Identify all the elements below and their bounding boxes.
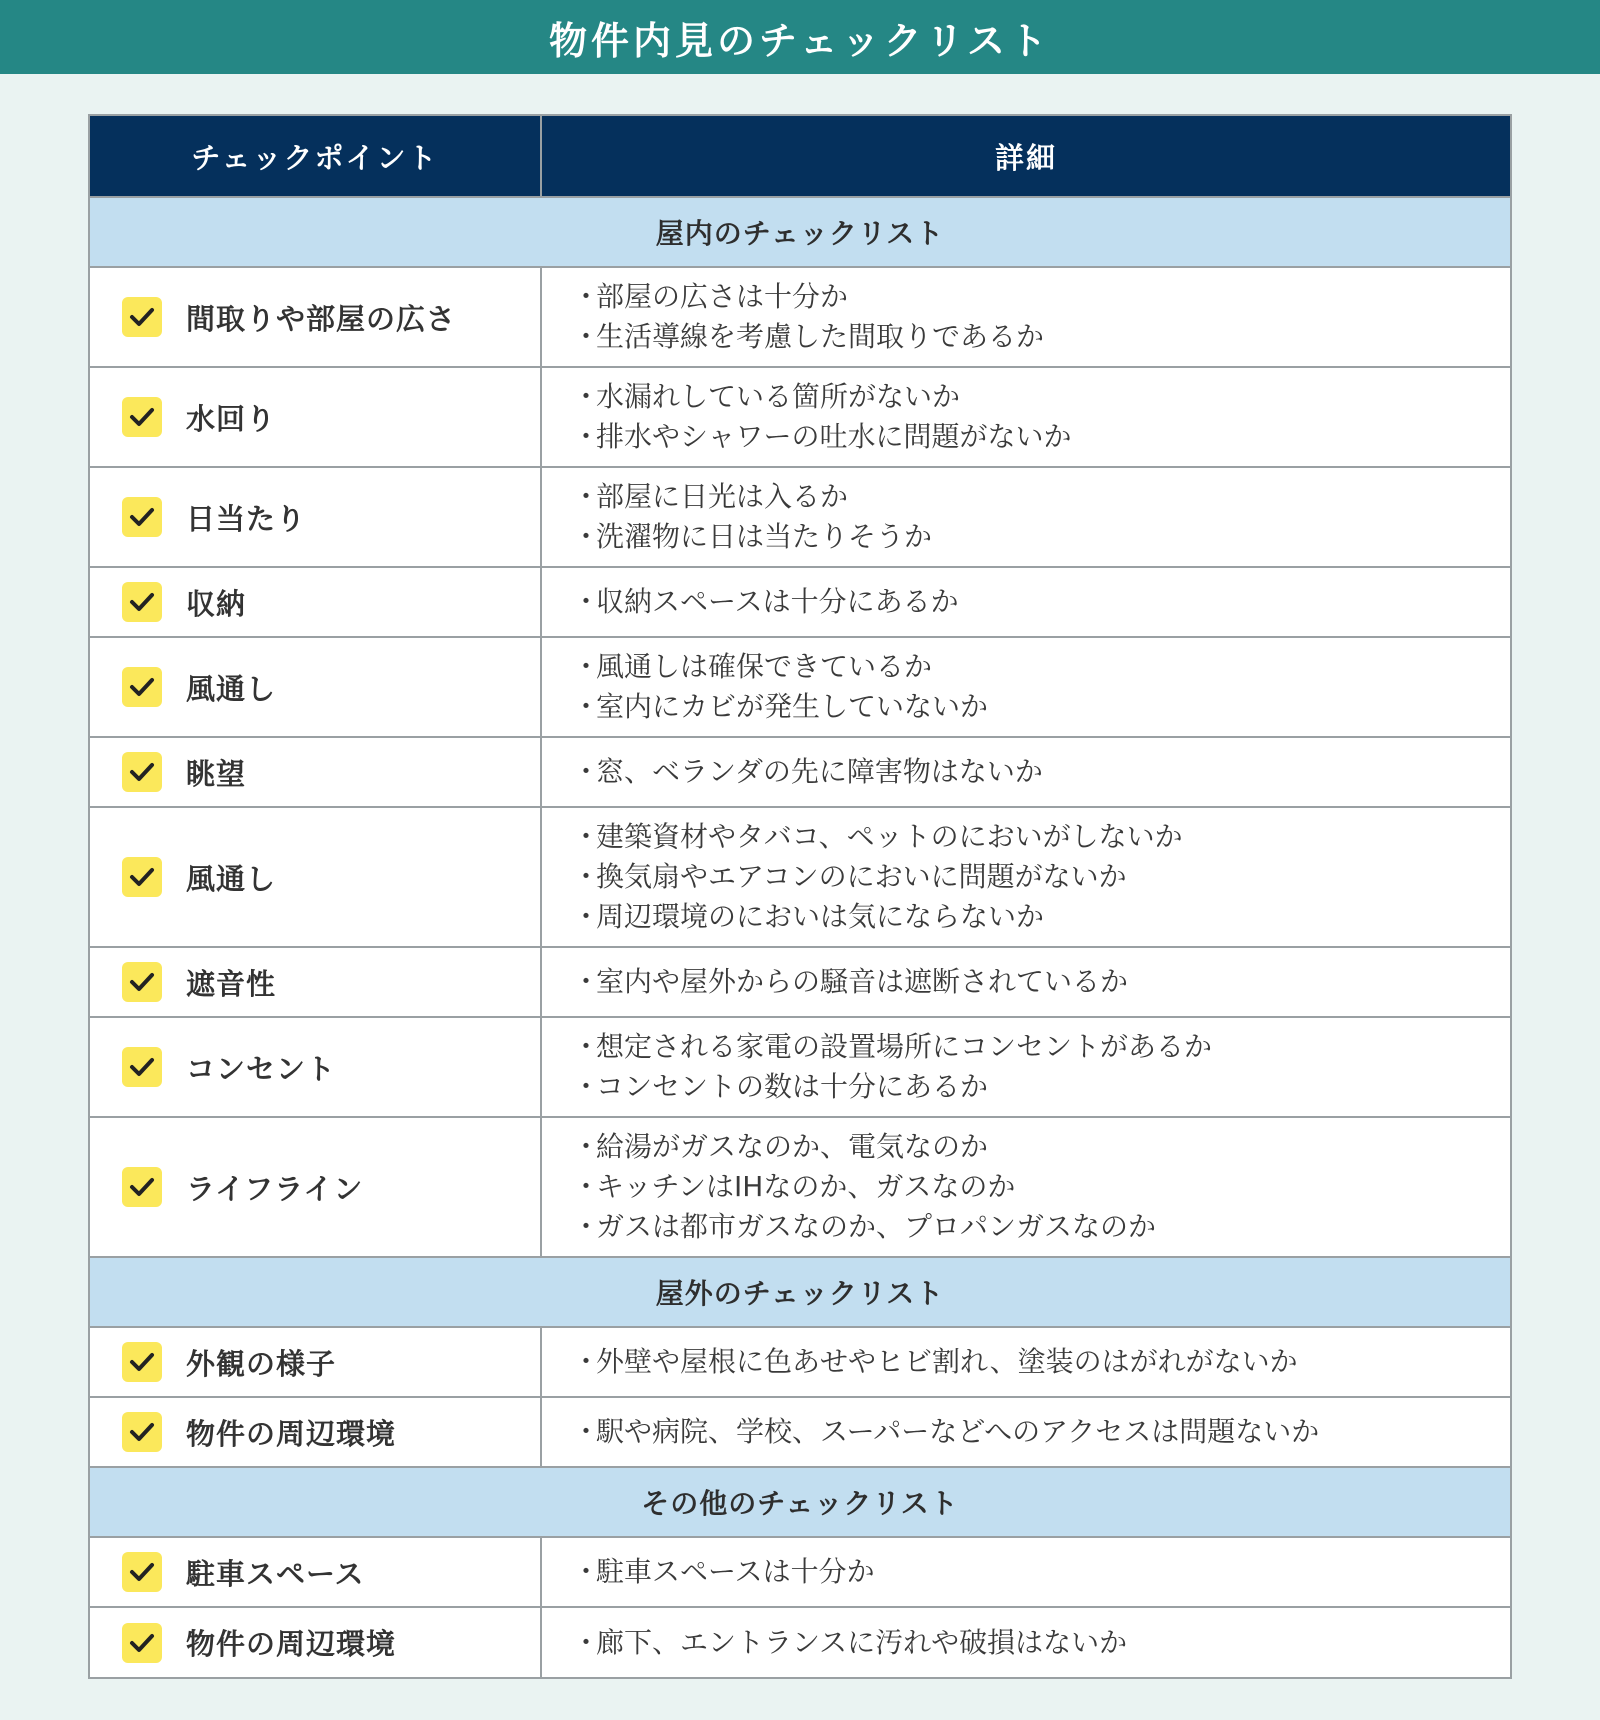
detail-cell bbox=[541, 637, 1510, 737]
detail-cell bbox=[541, 1607, 1510, 1677]
detail-text: 廊下、エントランスに汚れや破損はないか bbox=[596, 1625, 1128, 1659]
bullet-mark: ・ bbox=[572, 820, 601, 853]
checkpoint-label: 外観の様子 bbox=[186, 1346, 337, 1381]
bullet-mark: ・ bbox=[572, 1345, 601, 1378]
table-row bbox=[90, 807, 1510, 947]
table-row bbox=[90, 567, 1510, 637]
table-row bbox=[90, 947, 1510, 1017]
bullet-mark: ・ bbox=[572, 1070, 601, 1103]
detail-line bbox=[572, 517, 1510, 557]
checkpoint-cell bbox=[90, 807, 541, 947]
checkpoint-cell bbox=[90, 1117, 541, 1257]
bullet-mark: ・ bbox=[572, 1555, 601, 1588]
detail-text: 想定される家電の設置場所にコンセントがあるか bbox=[596, 1030, 1213, 1063]
detail-cell bbox=[541, 1397, 1510, 1467]
detail-text: 給湯がガスなのか、電気なのか bbox=[596, 1130, 989, 1163]
bullet-mark: ・ bbox=[572, 480, 601, 513]
detail-line bbox=[572, 1342, 1510, 1382]
bullet-mark: ・ bbox=[572, 1415, 601, 1448]
table-row bbox=[90, 1117, 1510, 1257]
checkmark-icon bbox=[122, 1047, 162, 1087]
section-row bbox=[90, 1257, 1510, 1327]
detail-text: 部屋の広さは十分か bbox=[596, 280, 849, 313]
detail-text: 周辺環境のにおいは気にならないか bbox=[596, 900, 1045, 933]
checklist-table bbox=[90, 116, 1510, 1677]
detail-line bbox=[572, 1412, 1510, 1452]
detail-cell bbox=[541, 267, 1510, 367]
bullet-mark: ・ bbox=[572, 585, 601, 618]
detail-text: 駅や病院、学校、スーパーなどへのアクセスは問題ないか bbox=[596, 1415, 1320, 1448]
checkmark-icon bbox=[122, 1623, 162, 1663]
bullet-mark: ・ bbox=[572, 320, 601, 353]
table-row bbox=[90, 467, 1510, 567]
detail-text: 換気扇やエアコンのにおいに問題がないか bbox=[596, 860, 1127, 893]
section-title: 屋内のチェックリスト bbox=[90, 197, 1510, 267]
bullet-mark: ・ bbox=[572, 280, 601, 313]
detail-cell bbox=[541, 1327, 1510, 1397]
header-checkpoint: チェックポイント bbox=[90, 116, 541, 197]
bullet-mark: ・ bbox=[572, 860, 601, 893]
checkpoint-label: コンセント bbox=[186, 1051, 337, 1086]
checkmark-icon bbox=[122, 1342, 162, 1382]
detail-line bbox=[572, 477, 1510, 517]
detail-cell bbox=[541, 367, 1510, 467]
detail-cell bbox=[541, 467, 1510, 567]
detail-line bbox=[572, 857, 1510, 897]
detail-text: 排水やシャワーの吐水に問題がないか bbox=[596, 420, 1072, 453]
bullet-mark: ・ bbox=[572, 755, 601, 788]
checkpoint-label: 水回り bbox=[186, 401, 277, 436]
checkpoint-label: 間取りや部屋の広さ bbox=[186, 301, 457, 336]
checkpoint-label: 遮音性 bbox=[186, 966, 277, 1001]
detail-cell bbox=[541, 567, 1510, 637]
detail-text: 収納スペースは十分にあるか bbox=[596, 585, 959, 618]
table-row bbox=[90, 737, 1510, 807]
detail-text: ガスは都市ガスなのか、プロパンガスなのか bbox=[596, 1210, 1157, 1243]
checkpoint-cell bbox=[90, 1327, 541, 1397]
checkmark-icon bbox=[122, 752, 162, 792]
detail-line bbox=[572, 1552, 1510, 1592]
checkpoint-cell bbox=[90, 367, 541, 467]
checkmark-icon bbox=[122, 1552, 162, 1592]
checklist-table-container bbox=[88, 114, 1512, 1679]
detail-line bbox=[572, 417, 1510, 457]
table-row bbox=[90, 1537, 1510, 1607]
detail-text: コンセントの数は十分にあるか bbox=[596, 1070, 989, 1103]
checkmark-icon bbox=[122, 497, 162, 537]
table-row bbox=[90, 1327, 1510, 1397]
table-row bbox=[90, 637, 1510, 737]
detail-line bbox=[572, 817, 1510, 857]
detail-line bbox=[572, 1027, 1510, 1067]
checkmark-icon bbox=[122, 962, 162, 1002]
detail-line bbox=[572, 582, 1510, 622]
detail-text: 建築資材やタバコ、ペットのにおいがしないか bbox=[596, 820, 1183, 853]
table-row bbox=[90, 1017, 1510, 1117]
bullet-mark: ・ bbox=[572, 380, 601, 413]
table-row bbox=[90, 1397, 1510, 1467]
detail-line bbox=[572, 687, 1510, 727]
checkpoint-cell bbox=[90, 947, 541, 1017]
checkmark-icon bbox=[122, 667, 162, 707]
detail-cell bbox=[541, 947, 1510, 1017]
checkpoint-cell bbox=[90, 467, 541, 567]
detail-line bbox=[572, 1207, 1510, 1247]
checkmark-icon bbox=[122, 1412, 162, 1452]
detail-text: キッチンはIHなのか、ガスなのか bbox=[596, 1170, 1016, 1203]
bullet-mark: ・ bbox=[572, 1210, 601, 1243]
detail-cell bbox=[541, 1537, 1510, 1607]
detail-line bbox=[572, 1127, 1510, 1167]
detail-text: 洗濯物に日は当たりそうか bbox=[596, 520, 933, 553]
detail-line bbox=[572, 1167, 1510, 1207]
detail-text: 外壁や屋根に色あせやヒビ割れ、塗装のはがれがないか bbox=[596, 1345, 1298, 1378]
checkpoint-cell bbox=[90, 637, 541, 737]
table-row bbox=[90, 1607, 1510, 1677]
checkmark-icon bbox=[122, 857, 162, 897]
checkpoint-label: ライフライン bbox=[186, 1171, 364, 1206]
checkpoint-cell bbox=[90, 1607, 541, 1677]
section-title: その他のチェックリスト bbox=[90, 1467, 1510, 1537]
checkpoint-label: 風通し bbox=[186, 671, 277, 706]
bullet-mark: ・ bbox=[572, 1130, 601, 1163]
detail-line bbox=[572, 1067, 1510, 1107]
checkpoint-cell bbox=[90, 1397, 541, 1467]
title-bar bbox=[0, 0, 1600, 74]
table-row bbox=[90, 367, 1510, 467]
detail-line bbox=[572, 647, 1510, 687]
detail-text: 駐車スペースは十分か bbox=[596, 1555, 875, 1588]
checkmark-icon bbox=[122, 1167, 162, 1207]
bullet-mark: ・ bbox=[572, 1170, 601, 1203]
table-body bbox=[90, 197, 1510, 1677]
checkpoint-cell bbox=[90, 567, 541, 637]
checkpoint-cell bbox=[90, 1537, 541, 1607]
bullet-mark: ・ bbox=[572, 420, 601, 453]
detail-line bbox=[572, 277, 1510, 317]
bullet-mark: ・ bbox=[572, 520, 601, 553]
checkmark-icon bbox=[122, 397, 162, 437]
detail-cell bbox=[541, 1017, 1510, 1117]
checkpoint-label: 駐車スペース bbox=[186, 1556, 365, 1591]
detail-text: 生活導線を考慮した間取りであるか bbox=[596, 320, 1045, 353]
bullet-mark: ・ bbox=[572, 900, 601, 933]
checkpoint-cell bbox=[90, 267, 541, 367]
bullet-mark: ・ bbox=[572, 1625, 601, 1659]
bullet-mark: ・ bbox=[572, 690, 601, 723]
checkpoint-label: 物件の周辺環境 bbox=[186, 1416, 397, 1451]
checkmark-icon bbox=[122, 582, 162, 622]
checkpoint-label: 物件の周辺環境 bbox=[186, 1627, 397, 1661]
detail-text: 室内にカビが発生していないか bbox=[596, 690, 989, 723]
detail-line bbox=[572, 962, 1510, 1002]
detail-line bbox=[572, 897, 1510, 937]
checkpoint-label: 日当たり bbox=[186, 501, 307, 536]
table-row bbox=[90, 267, 1510, 367]
detail-text: 水漏れしている箇所がないか bbox=[596, 380, 961, 413]
detail-text: 室内や屋外からの騒音は遮断されているか bbox=[596, 965, 1129, 998]
detail-text: 部屋に日光は入るか bbox=[596, 480, 849, 513]
detail-line bbox=[572, 752, 1510, 792]
detail-line bbox=[572, 1623, 1510, 1663]
checkpoint-label: 眺望 bbox=[186, 756, 247, 791]
checkmark-icon bbox=[122, 297, 162, 337]
detail-cell bbox=[541, 737, 1510, 807]
detail-cell bbox=[541, 1117, 1510, 1257]
bullet-mark: ・ bbox=[572, 650, 601, 683]
detail-text: 窓、ベランダの先に障害物はないか bbox=[596, 755, 1043, 788]
checkpoint-label: 風通し bbox=[186, 861, 277, 896]
detail-text: 風通しは確保できているか bbox=[596, 650, 933, 683]
detail-line bbox=[572, 377, 1510, 417]
bullet-mark: ・ bbox=[572, 965, 601, 998]
bullet-mark: ・ bbox=[572, 1030, 601, 1063]
page-title: 物件内見のチェックリスト bbox=[548, 18, 1052, 63]
section-title: 屋外のチェックリスト bbox=[90, 1257, 1510, 1327]
table-header-row bbox=[90, 116, 1510, 197]
checkpoint-cell bbox=[90, 1017, 541, 1117]
section-row bbox=[90, 1467, 1510, 1537]
checkpoint-cell bbox=[90, 737, 541, 807]
header-detail: 詳細 bbox=[541, 116, 1510, 197]
detail-cell bbox=[541, 807, 1510, 947]
section-row bbox=[90, 197, 1510, 267]
checkpoint-label: 収納 bbox=[186, 586, 247, 621]
detail-line bbox=[572, 317, 1510, 357]
